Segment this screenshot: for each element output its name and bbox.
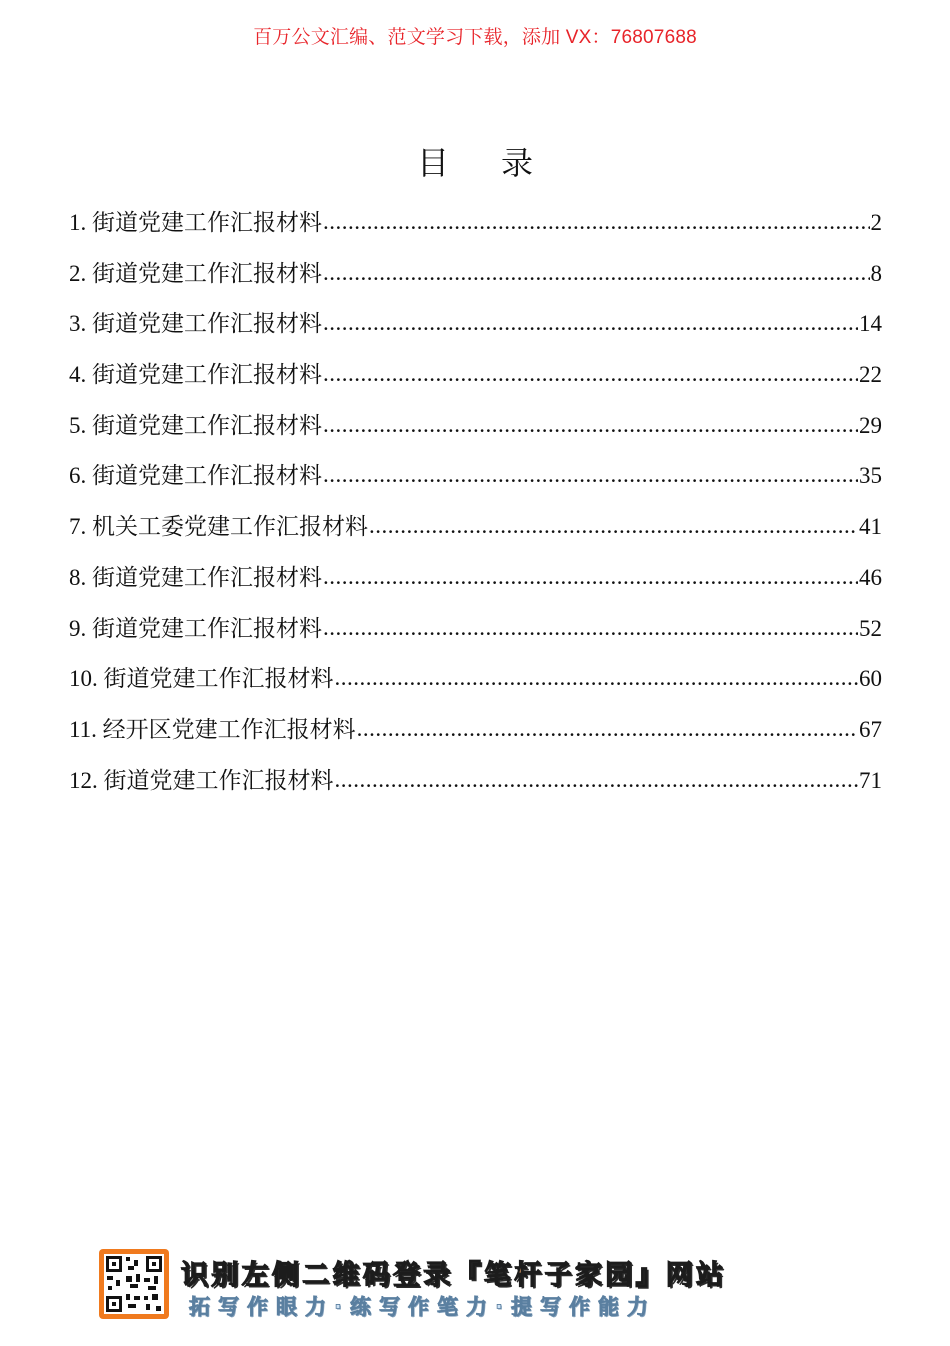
qr-code-icon[interactable] [99,1249,169,1319]
toc-entry-label: 1. 街道党建工作汇报材料 [69,210,322,235]
footer-slogan-sub: 拓写作眼力·练写作笔力·提写作能力 [189,1295,656,1319]
toc-leader-dots [357,710,858,748]
toc-entry[interactable] [69,457,882,508]
toc-entry-label: 2. 街道党建工作汇报材料 [69,260,322,286]
toc-entry-page: 52 [859,615,882,641]
toc-entry[interactable] [69,711,882,762]
toc-entry-page: 41 [859,514,882,540]
toc-leader-dots [335,659,859,697]
toc-leader-dots [323,304,858,342]
toc-entry-label: 6. 街道党建工作汇报材料 [69,463,322,489]
toc-leader-dots [323,406,858,444]
toc-leader-dots [323,609,858,647]
toc-leader-dots [323,456,858,494]
toc-entry-label: 9. 街道党建工作汇报材料 [69,615,322,641]
toc-leader-dots [335,761,859,799]
toc-entry[interactable] [69,660,882,711]
toc-leader-dots [323,355,858,393]
toc-entry-label: 12. 街道党建工作汇报材料 [69,767,334,793]
toc-entry-label: 4. 街道党建工作汇报材料 [69,362,322,388]
toc-entry-page: 29 [859,412,882,438]
toc-entry-page: 22 [859,362,882,388]
header-promo-text: 百万公文汇编、范文学习下载，添加 VX：76807688 [253,27,697,48]
toc-entry-page: 60 [859,666,882,692]
footer-slogan-main: 识别左侧二维码登录『笔杆子家园』网站 [181,1260,727,1291]
toc-entry-page: 71 [859,767,882,793]
toc-entry-label: 8. 街道党建工作汇报材料 [69,564,322,590]
toc-entry-page: 67 [859,716,882,742]
toc-entry-label: 11. 经开区党建工作汇报材料 [69,716,356,742]
toc-entry[interactable] [69,508,882,559]
toc-entry[interactable] [69,407,882,458]
toc-entry-page: 46 [859,564,882,590]
toc-entry-page: 8 [870,260,882,286]
toc-entry[interactable] [69,610,882,661]
toc-leader-dots [323,558,858,596]
toc-entry[interactable] [69,356,882,407]
toc-entry-page: 14 [859,311,882,337]
toc-entry[interactable] [69,305,882,356]
footer-banner [99,1249,859,1321]
toc-entry[interactable] [69,559,882,610]
toc-list [69,204,882,812]
toc-leader-dots [369,507,858,545]
toc-leader-dots [323,254,870,292]
toc-entry-label: 7. 机关工委党建工作汇报材料 [69,514,368,540]
toc-entry-page: 35 [859,463,882,489]
toc-entry-page: 2 [870,210,882,235]
toc-entry-label: 10. 街道党建工作汇报材料 [69,666,334,692]
toc-entry[interactable] [69,762,882,813]
toc-title: 目 录 [416,145,555,181]
toc-leader-dots [323,203,870,241]
toc-entry-label: 3. 街道党建工作汇报材料 [69,311,322,337]
toc-entry[interactable] [69,255,882,306]
qr-code-pattern [104,1254,164,1314]
toc-entry[interactable] [69,204,882,255]
toc-entry-label: 5. 街道党建工作汇报材料 [69,412,322,438]
